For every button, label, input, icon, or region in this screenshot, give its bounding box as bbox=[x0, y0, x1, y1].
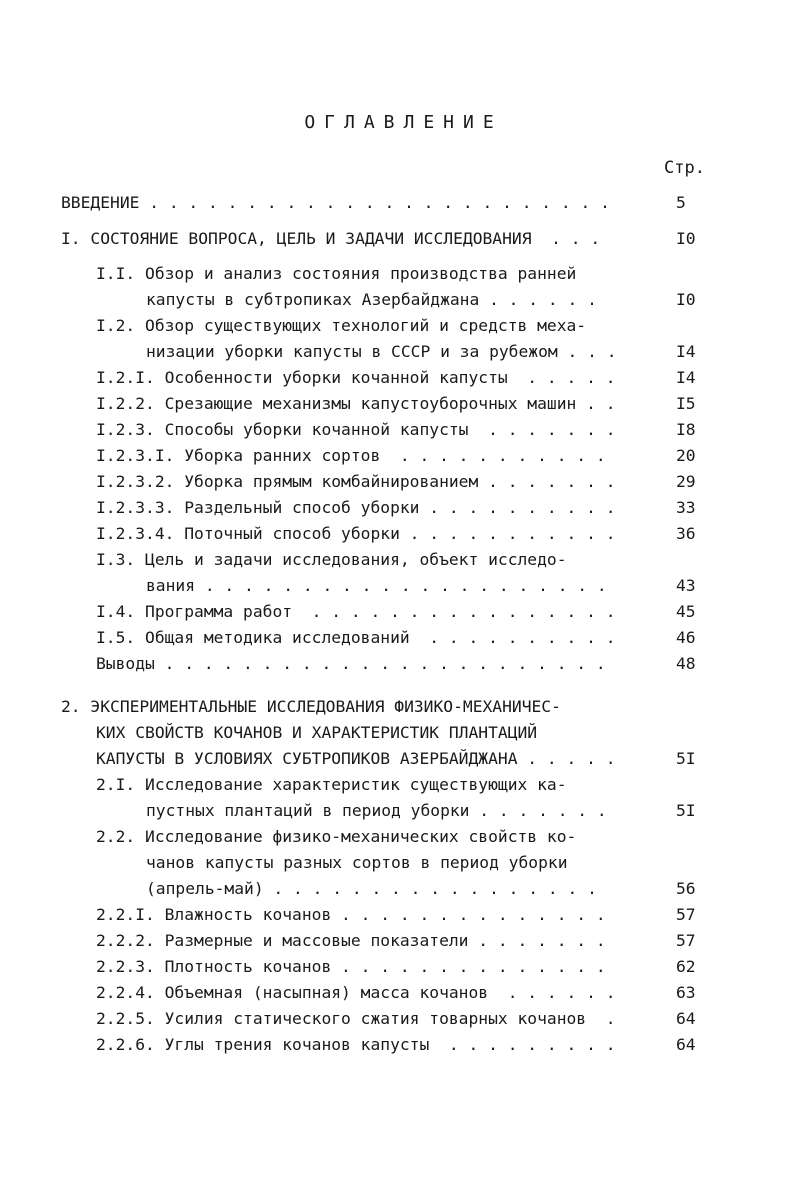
toc-entry-1-2-2 bbox=[96, 391, 786, 417]
toc-entry-1-2-3-2 bbox=[96, 469, 786, 495]
toc-entry-text: I.2.I. Особенности уборки кочанной капусты . . . . . bbox=[96, 368, 616, 387]
toc-entry-2-1 bbox=[96, 772, 786, 798]
toc-entry-page: 46 bbox=[676, 628, 696, 647]
toc-entry-2-2-cont-1 bbox=[146, 850, 786, 876]
toc-entry-text: КИХ СВОЙСТВ КОЧАНОВ И ХАРАКТЕРИСТИК ПЛАНТАЦИЙ bbox=[96, 723, 538, 742]
toc-entry-chapter-2-cont-2 bbox=[96, 746, 786, 772]
toc-entry-page: 36 bbox=[676, 524, 696, 543]
toc-entry-1-3-cont bbox=[146, 573, 786, 599]
toc-entry-1-2-3 bbox=[96, 417, 786, 443]
toc-entry-page: I0 bbox=[676, 290, 696, 309]
toc-entry-text: 2.2.2. Размерные и массовые показатели . . . . . . . bbox=[96, 931, 606, 950]
toc-entry-page: I8 bbox=[676, 420, 696, 439]
toc-entry-chapter-1 bbox=[61, 226, 781, 252]
toc-entry-2-2-4 bbox=[96, 980, 786, 1006]
toc-entry-text: I.4. Программа работ . . . . . . . . . . . . . . . . bbox=[96, 602, 616, 621]
toc-entry-text: I.2.3.4. Поточный способ уборки . . . . . . . . . . . bbox=[96, 524, 616, 543]
toc-entry-1-5 bbox=[96, 625, 786, 651]
toc-entry-page: 5I bbox=[676, 801, 696, 820]
toc-entry-text: капусты в субтропиках Азербайджана . . . . . . bbox=[146, 290, 597, 309]
toc-entry-text: (апрель-май) . . . . . . . . . . . . . . . . . bbox=[146, 879, 597, 898]
toc-entry-page: I0 bbox=[676, 229, 696, 248]
toc-entry-1-3 bbox=[96, 547, 786, 573]
toc-entry-text: I. СОСТОЯНИЕ ВОПРОСА, ЦЕЛЬ И ЗАДАЧИ ИССЛЕДОВАНИЯ . . . bbox=[61, 229, 601, 248]
toc-entry-2-2-cont-2 bbox=[146, 876, 786, 902]
toc-entry-text: вания . . . . . . . . . . . . . . . . . . . . . bbox=[146, 576, 607, 595]
toc-entry-text: пустных плантаций в период уборки . . . . . . . bbox=[146, 801, 607, 820]
toc-entry-1-2-3-4 bbox=[96, 521, 786, 547]
toc-entry-page: 33 bbox=[676, 498, 696, 517]
toc-entry-text: КАПУСТЫ В УСЛОВИЯХ СУБТРОПИКОВ АЗЕРБАЙДЖАНА . . . . . bbox=[96, 749, 616, 768]
toc-entry-1-1-cont bbox=[146, 287, 786, 313]
toc-entry-text: I.5. Общая методика исследований . . . . . . . . . . bbox=[96, 628, 616, 647]
toc-entry-text: I.2.2. Срезающие механизмы капустоуборочных машин . . bbox=[96, 394, 616, 413]
toc-entry-text: 2.2.6. Углы трения кочанов капусты . . . . . . . . . bbox=[96, 1035, 616, 1054]
toc-entry-page: 45 bbox=[676, 602, 696, 621]
toc-entry-page: 48 bbox=[676, 654, 696, 673]
toc-entry-conclusions bbox=[96, 651, 786, 677]
toc-entry-text: 2.2. Исследование физико-механических свойств ко- bbox=[96, 827, 577, 846]
toc-entry-1-1 bbox=[96, 261, 786, 287]
toc-entry-2-2-6 bbox=[96, 1032, 786, 1058]
toc-entry-text: 2.2.3. Плотность кочанов . . . . . . . . . . . . . . bbox=[96, 957, 606, 976]
toc-entry-2-2-5 bbox=[96, 1006, 786, 1032]
toc-entry-2-2 bbox=[96, 824, 786, 850]
toc-entry-page: 64 bbox=[676, 1009, 696, 1028]
toc-entry-page: 43 bbox=[676, 576, 696, 595]
page-title: ОГЛАВЛЕНИЕ bbox=[304, 112, 503, 133]
toc-entry-text: чанов капусты разных сортов в период уборки bbox=[146, 853, 568, 872]
toc-entry-1-4 bbox=[96, 599, 786, 625]
toc-entry-1-2 bbox=[96, 313, 786, 339]
toc-entry-page: 62 bbox=[676, 957, 696, 976]
toc-entry-text: I.I. Обзор и анализ состояния производства ранней bbox=[96, 264, 577, 283]
toc-entry-page: 5I bbox=[676, 749, 696, 768]
toc-entry-2-2-2 bbox=[96, 928, 786, 954]
toc-entry-page: 29 bbox=[676, 472, 696, 491]
toc-entry-2-1-cont bbox=[146, 798, 786, 824]
toc-entry-text: ВВЕДЕНИЕ . . . . . . . . . . . . . . . . . . . . . . . . bbox=[61, 193, 610, 212]
toc-entry-page: 63 bbox=[676, 983, 696, 1002]
toc-entry-text: I.2.3.I. Уборка ранних сортов . . . . . . . . . . . bbox=[96, 446, 606, 465]
toc-entry-chapter-2 bbox=[61, 694, 781, 720]
toc-entry-chapter-2-cont-1 bbox=[96, 720, 786, 746]
toc-entry-page: 57 bbox=[676, 931, 696, 950]
toc-entry-text: низации уборки капусты в СССР и за рубежом . . . bbox=[146, 342, 617, 361]
toc-entry-page: 5 bbox=[676, 193, 686, 212]
toc-entry-text: 2.I. Исследование характеристик существующих ка- bbox=[96, 775, 567, 794]
toc-entry-text: I.3. Цель и задачи исследования, объект исследо- bbox=[96, 550, 567, 569]
toc-entry-introduction bbox=[61, 190, 781, 216]
toc-entry-2-2-3 bbox=[96, 954, 786, 980]
toc-entry-text: I.2.3.3. Раздельный способ уборки . . . . . . . . . . bbox=[96, 498, 616, 517]
toc-entry-page: I4 bbox=[676, 342, 696, 361]
toc-entry-page: I5 bbox=[676, 394, 696, 413]
toc-entry-text: 2.2.5. Усилия статического сжатия товарных кочанов . bbox=[96, 1009, 616, 1028]
page-column-header: Стр. bbox=[664, 158, 705, 178]
toc-entry-page: 20 bbox=[676, 446, 696, 465]
toc-entry-text: 2.2.I. Влажность кочанов . . . . . . . . . . . . . . bbox=[96, 905, 606, 924]
toc-entry-text: Выводы . . . . . . . . . . . . . . . . . . . . . . . bbox=[96, 654, 606, 673]
toc-entry-text: I.2.3.2. Уборка прямым комбайнированием . . . . . . . bbox=[96, 472, 616, 491]
toc-entry-1-2-3-3 bbox=[96, 495, 786, 521]
toc-entry-1-2-1 bbox=[96, 365, 786, 391]
toc-entry-text: I.2. Обзор существующих технологий и средств меха- bbox=[96, 316, 587, 335]
toc-entry-1-2-3-1 bbox=[96, 443, 786, 469]
toc-entry-1-2-cont bbox=[146, 339, 786, 365]
toc-entry-page: 56 bbox=[676, 879, 696, 898]
toc-entry-page: I4 bbox=[676, 368, 696, 387]
toc-entry-text: 2. ЭКСПЕРИМЕНТАЛЬНЫЕ ИССЛЕДОВАНИЯ ФИЗИКО-МЕХАНИЧЕС- bbox=[61, 697, 561, 716]
toc-entry-2-2-1 bbox=[96, 902, 786, 928]
toc-entry-page: 64 bbox=[676, 1035, 696, 1054]
toc-entry-text: I.2.3. Способы уборки кочанной капусты . . . . . . . bbox=[96, 420, 616, 439]
toc-entry-page: 57 bbox=[676, 905, 696, 924]
toc-entry-text: 2.2.4. Объемная (насыпная) масса кочанов . . . . . . bbox=[96, 983, 616, 1002]
